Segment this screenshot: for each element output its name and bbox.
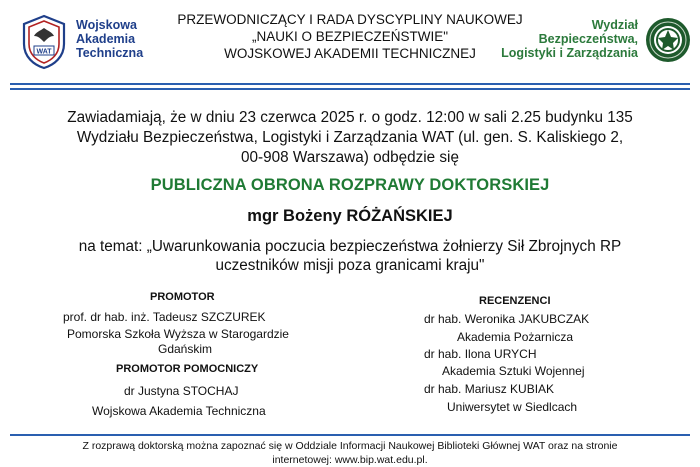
header-title-line: WOJSKOWEJ AKADEMII TECHNICZNEJ xyxy=(224,46,476,61)
promotor-affiliation-line: Pomorska Szkoła Wyższa w Starogardzie xyxy=(67,327,289,341)
main-title: PUBLICZNA OBRONA ROZPRAWY DOKTORSKIEJ xyxy=(150,176,550,194)
wat-name-line: Wojskowa xyxy=(76,18,137,32)
promotor-label: PROMOTOR xyxy=(150,291,215,303)
reviewer-name: dr hab. Weronika JAKUBCZAK xyxy=(424,312,590,326)
dissertation-topic xyxy=(50,237,650,275)
header-divider xyxy=(10,83,690,85)
footer-divider xyxy=(10,434,690,436)
header-divider xyxy=(10,88,690,90)
candidate xyxy=(20,207,680,226)
promotor-affiliation-line: Gdańskim xyxy=(158,342,213,356)
wat-name xyxy=(76,18,143,60)
wat-name-line: Techniczna xyxy=(76,46,144,60)
footer-line: internetowej: www.bip.wat.edu.pl. xyxy=(272,454,428,466)
reviewer-name: dr hab. Mariusz KUBIAK xyxy=(424,382,555,396)
department-emblem xyxy=(645,17,691,63)
assistant-promotor-affiliation: Wojskowa Akademia Techniczna xyxy=(92,404,266,418)
topic-line: uczestników misji poza granicami kraju" xyxy=(215,257,485,274)
announcement-line: Wydziału Bezpieczeństwa, Logistyki i Zarządzania WAT (ul. gen. S. Kaliskiego 2, xyxy=(76,129,624,146)
header-title xyxy=(150,11,550,62)
header-title-line: „NAUKI O BEZPIECZEŃSTWIE" xyxy=(251,29,449,44)
promotor-name: prof. dr hab. inż. Tadeusz SZCZUREK xyxy=(63,310,266,324)
wat-logo xyxy=(20,14,68,70)
reviewers-label: RECENZENCI xyxy=(479,295,551,307)
candidate-surname: RÓŻAŃSKIEJ xyxy=(346,207,453,225)
footer-line: Z rozprawą doktorską można zapoznać się w Oddziale Informacji Naukowej Biblioteki Głównej WAT oraz na stronie xyxy=(82,440,618,452)
topic-line: na temat: „Uwarunkowania poczucia bezpieczeństwa żołnierzy Sił Zbrojnych RP xyxy=(78,238,622,255)
reviewer-affiliation: Akademia Sztuki Wojennej xyxy=(442,364,585,378)
announcement-line: Zawiadamiają, że w dniu 23 czerwca 2025 r. o godz. 12:00 w sali 2.25 budynku 135 xyxy=(67,109,633,126)
candidate-prefix: mgr Bożeny xyxy=(247,207,342,225)
department-name xyxy=(500,18,638,60)
wat-logo-text: WAT xyxy=(36,48,52,56)
department-name-line: Bezpieczeństwa, xyxy=(538,32,638,46)
footer xyxy=(30,439,670,467)
header-title-line: PRZEWODNICZĄCY I RADA DYSCYPLINY NAUKOWEJ xyxy=(177,12,523,27)
announcement-line: 00-908 Warszawa) odbędzie się xyxy=(241,149,459,166)
assistant-promotor-label: PROMOTOR POMOCNICZY xyxy=(116,363,259,375)
assistant-promotor-name: dr Justyna STOCHAJ xyxy=(124,384,239,398)
reviewer-affiliation: Uniwersytet w Siedlcach xyxy=(447,400,578,414)
reviewer-affiliation: Akademia Pożarnicza xyxy=(457,330,574,344)
department-name-line: Wydział xyxy=(591,18,638,32)
department-name-line: Logistyki i Zarządzania xyxy=(501,46,638,60)
reviewer-name: dr hab. Ilona URYCH xyxy=(424,347,537,361)
wat-name-line: Akademia xyxy=(76,32,136,46)
announcement xyxy=(30,108,670,168)
